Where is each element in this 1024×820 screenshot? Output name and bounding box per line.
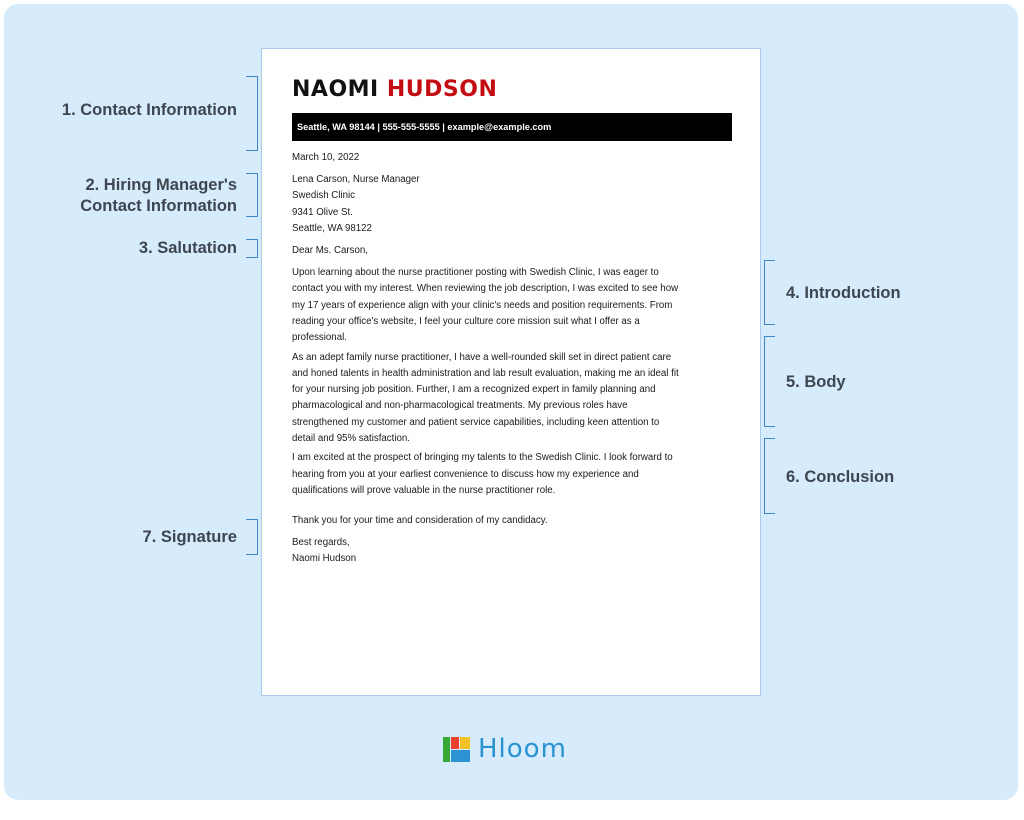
text-line: qualifications will prove valuable in the nurse practitioner role. <box>292 484 556 496</box>
label-conclusion: 6. Conclusion <box>786 468 895 486</box>
cover-letter-page <box>261 48 761 696</box>
bracket-conclusion <box>764 438 775 514</box>
text-line: for your nursing job position. Further, I am a recognized expert in family planning and <box>292 384 656 396</box>
letter-text <box>292 150 734 574</box>
conclusion-paragraph <box>292 450 734 499</box>
text-line: As an adept family nurse practitioner, I have a well-rounded skill set in direct patient care <box>292 351 672 363</box>
salutation <box>292 243 734 259</box>
closing-text: Best regards, <box>292 537 350 549</box>
label-introduction: 4. Introduction <box>786 284 901 302</box>
recipient-line: Seattle, WA 98122 <box>292 222 372 234</box>
bracket-body <box>764 336 775 427</box>
bracket-contact-information <box>246 76 258 151</box>
contact-bar: Seattle, WA 98144 | 555-555-5555 | example@example.com <box>292 113 732 141</box>
label-hiring-manager-line2: Contact Information <box>80 197 237 215</box>
recipient-block <box>292 172 734 237</box>
introduction-paragraph <box>292 265 734 346</box>
recipient-line: 9341 Olive St. <box>292 206 353 218</box>
text-line: pharmacological and non-pharmacological treatments. My previous roles have <box>292 400 628 412</box>
text-line: and honed talents in health administration and lab result evaluation, making me an ideal fit <box>292 367 679 379</box>
text-line: contact you with my interest. When reviewing the job description, I was excited to see how <box>292 283 679 295</box>
hloom-logo-icon <box>442 734 472 764</box>
label-hiring-manager <box>40 175 237 217</box>
text-line: my 17 years of experience align with your clinic's needs and position requirements. From <box>292 299 673 311</box>
label-signature: 7. Signature <box>142 528 237 546</box>
recipient-line: Swedish Clinic <box>292 190 355 202</box>
text-line: I am excited at the prospect of bringing my talents to the Swedish Clinic. I look forward to <box>292 452 673 464</box>
recipient-line: Lena Carson, Nurse Manager <box>292 174 420 186</box>
applicant-last-name: HUDSON <box>386 77 498 102</box>
text-line: reading your office's website, I feel your culture core mission suit what I offer as a <box>292 315 640 327</box>
label-contact-information: 1. Contact Information <box>61 101 237 119</box>
label-hiring-manager-line1: 2. Hiring Manager's <box>85 176 237 194</box>
text-line: Upon learning about the nurse practitioner posting with Swedish Clinic, I was eager to <box>292 267 659 279</box>
text-line: strengthened my customer and patient service capabilities, including keen attention to <box>292 416 660 428</box>
text-line: detail and 95% satisfaction. <box>292 432 410 444</box>
signature-name: Naomi Hudson <box>292 553 357 565</box>
body-paragraph <box>292 350 734 447</box>
applicant-name <box>292 77 497 102</box>
hloom-wordmark: Hloom <box>478 734 567 764</box>
signature-block <box>292 535 734 567</box>
label-body: 5. Body <box>786 373 846 391</box>
applicant-first-name: NAOMI <box>292 77 379 102</box>
salutation-line: Dear Ms. Carson, <box>292 245 368 257</box>
thanks-line <box>292 513 734 529</box>
bracket-salutation <box>246 239 258 258</box>
date-line: March 10, 2022 <box>292 152 360 163</box>
bracket-signature <box>246 519 258 555</box>
bracket-introduction <box>764 260 775 325</box>
bracket-hiring-manager <box>246 173 258 217</box>
letter-date <box>292 150 734 166</box>
text-line: hearing from you at your earliest convenience to discuss how my experience and <box>292 468 639 480</box>
hloom-logo <box>442 731 567 767</box>
thanks-text: Thank you for your time and consideration of my candidacy. <box>292 515 548 527</box>
text-line: professional. <box>292 332 347 344</box>
label-salutation: 3. Salutation <box>138 239 237 257</box>
